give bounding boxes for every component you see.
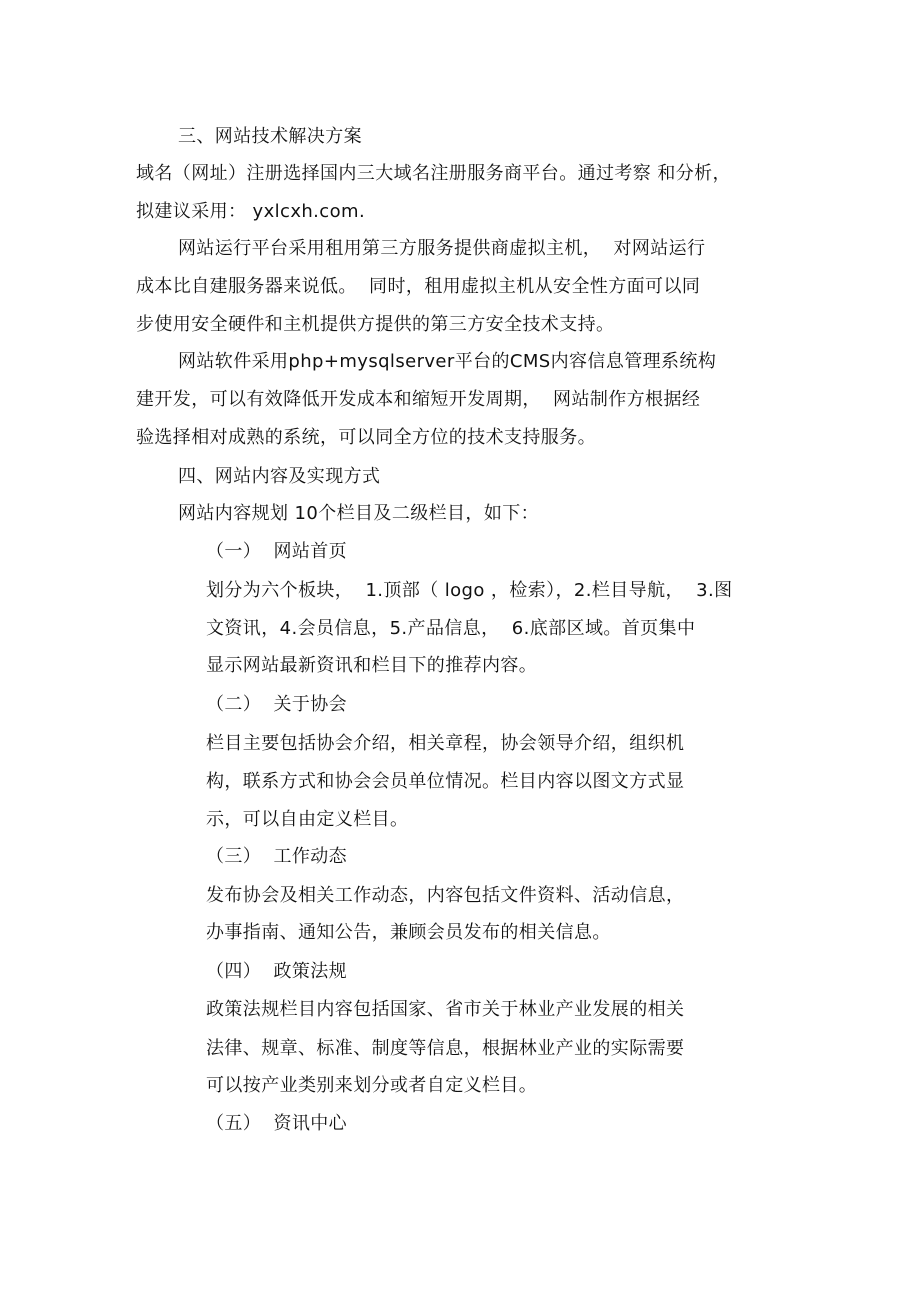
paragraph-line: 文资讯，4.会员信息，5.产品信息， 6.底部区域。首页集中 [206,618,696,639]
section-heading: 四、网站内容及实现方式 [178,466,381,487]
paragraph-line: 网站内容规划 10个栏目及二级栏目，如下： [178,503,540,524]
paragraph-line: 可以按产业类别来划分或者自定义栏目。 [206,1075,538,1096]
paragraph-line: 网站运行平台采用租用第三方服务提供商虚拟主机， 对网站运行 [178,238,706,259]
paragraph-line: 建开发，可以有效降低开发成本和缩短开发周期， 网站制作方根据经 [136,389,701,410]
paragraph-line: 构，联系方式和协会会员单位情况。栏目内容以图文方式显 [206,771,685,792]
paragraph-line: 域名（网址）注册选择国内三大域名注册服务商平台。通过考察 和分析， [136,163,731,184]
subsection-title: （四） 政策法规 [206,961,348,982]
paragraph-line: 显示网站最新资讯和栏目下的推荐内容。 [206,655,538,676]
paragraph-line: 划分为六个板块， 1.顶部（ logo ，检索），2.栏目导航， 3.图 [206,580,733,601]
paragraph-line: 法律、规章、标准、制度等信息，根据林业产业的实际需要 [206,1038,685,1059]
paragraph-line: 政策法规栏目内容包括国家、省市关于林业产业发展的相关 [206,999,685,1020]
section-heading: 三、网站技术解决方案 [178,126,362,147]
paragraph-line: 网站软件采用php+mysqlserver平台的CMS内容信息管理系统构 [178,351,717,372]
subsection-title: （三） 工作动态 [206,846,348,867]
paragraph-line: 验选择相对成熟的系统，可以同全方位的技术支持服务。 [136,427,596,448]
paragraph-line: 拟建议采用： yxlcxh.com. [136,201,366,222]
paragraph-line: 示，可以自由定义栏目。 [206,809,409,830]
subsection-title: （二） 关于协会 [206,694,348,715]
subsection-title: （一） 网站首页 [206,541,348,562]
paragraph-line: 办事指南、通知公告，兼顾会员发布的相关信息。 [206,922,611,943]
paragraph-line: 发布协会及相关工作动态，内容包括文件资料、活动信息， [206,885,685,906]
paragraph-line: 步使用安全硬件和主机提供方提供的第三方安全技术支持。 [136,314,615,335]
subsection-title: （五） 资讯中心 [206,1113,348,1134]
paragraph-line: 栏目主要包括协会介绍，相关章程，协会领导介绍，组织机 [206,733,685,754]
paragraph-line: 成本比自建服务器来说低。 同时，租用虚拟主机从安全性方面可以同 [136,276,701,297]
